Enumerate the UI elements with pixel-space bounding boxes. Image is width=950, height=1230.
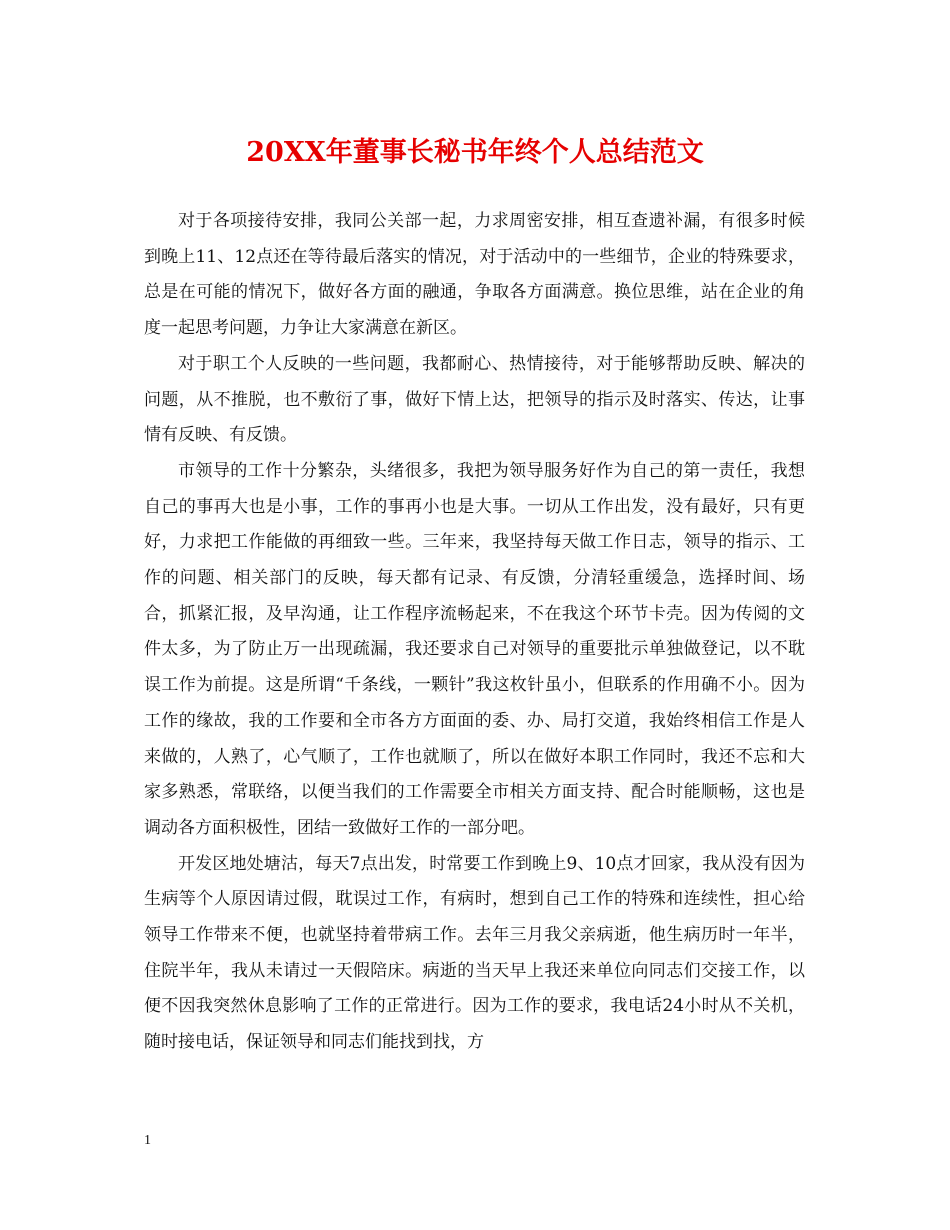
document-body [144,204,805,1061]
document-title: 20XX年董事长秘书年终个人总结范文 [246,137,704,168]
paragraph: 对于各项接待安排，我同公关部一起，力求周密安排，相互查遗补漏，有很多时候到晚上11、12点还在等待最后落实的情况，对于活动中的一些细节，企业的特殊要求，总是在可能的情况下，做好各方面的融通，争取各方面满意。换位思维，站在企业的角度一起思考问题，力争让大家满意在新区。 [144,211,805,339]
paragraph: 开发区地处塘沽，每天7点出发，时常要工作到晚上9、10点才回家，我从没有因为生病等个人原因请过假，耽误过工作，有病时，想到自己工作的特殊和连续性，担心给领导工作带来不便，也就坚持着带病工作。去年三月我父亲病逝，他生病历时一年半，住院半年，我从未请过一天假陪床。病逝的当天早上我还来单位向同志们交接工作，以便不因我突然休息影响了工作的正常进行。因为工作的要求，我电话24小时从不关机，随时接电话，保证领导和同志们能找到找，方 [144,853,805,1053]
page-number: 1 [144,1133,151,1148]
paragraph: 市领导的工作十分繁杂，头绪很多，我把为领导服务好作为自己的第一责任，我想自己的事再大也是小事，工作的事再小也是大事。一切从工作出发，没有最好，只有更好，力求把工作能做的再细致一些。三年来，我坚持每天做工作日志，领导的指示、工作的问题、相关部门的反映，每天都有记录、有反馈，分清轻重缓急，选择时间、场合，抓紧汇报，及早沟通，让工作程序流畅起来，不在我这个环节卡壳。因为传阅的文件太多，为了防止万一出现疏漏，我还要求自己对领导的重要批示单独做登记，以不耽误工作为前提。这是所谓“千条线，一颗针”我这枚针虽小，但联系的作用确不小。因为工作的缘故，我的工作要和全市各方方面面的委、办、局打交道，我始终相信工作是人来做的，人熟了，心气顺了，工作也就顺了，所以在做好本职工作同时，我还不忘和大家多熟悉，常联络，以便当我们的工作需要全市相关方面支持、配合时能顺畅，这也是调动各方面积极性，团结一致做好工作的一部分吧。 [144,460,805,838]
paragraph: 对于职工个人反映的一些问题，我都耐心、热情接待，对于能够帮助反映、解决的问题，从不推脱，也不敷衍了事，做好下情上达，把领导的指示及时落实、传达，让事情有反映、有反馈。 [144,353,805,446]
